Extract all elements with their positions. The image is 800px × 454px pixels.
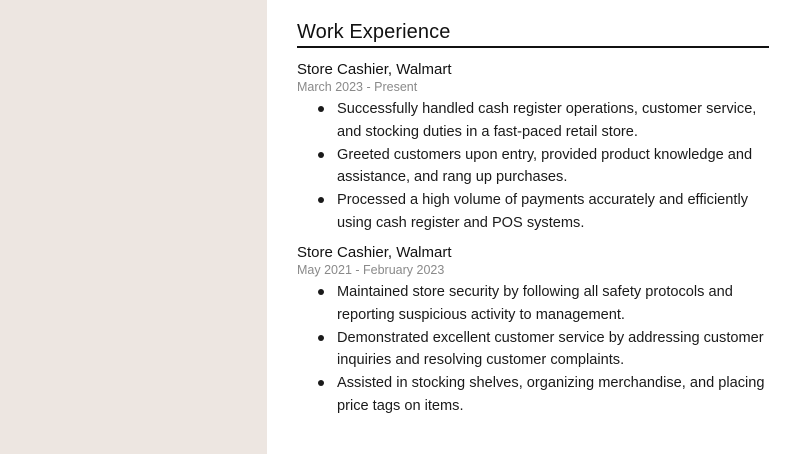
section-title: Work Experience: [297, 21, 451, 43]
bullet-text: Processed a high volume of payments accurately and efficiently using cash register and POS systems.: [337, 192, 749, 231]
bullet-icon: [318, 197, 324, 203]
bullet-icon: [318, 380, 324, 386]
bullet-text: Successfully handled cash register operations, customer service, and stocking duties in a fast-paced retail store.: [337, 101, 757, 140]
job-entry-2: [297, 244, 769, 417]
list-item: [337, 372, 769, 417]
bullet-icon: [318, 335, 324, 341]
list-item: [337, 98, 769, 143]
bullet-text: Assisted in stocking shelves, organizing merchandise, and placing price tags on items.: [337, 375, 765, 414]
sidebar-panel: [0, 0, 267, 454]
job-bullet-list: [297, 281, 769, 417]
bullet-text: Maintained store security by following all safety protocols and reporting suspicious activity to management.: [337, 284, 733, 323]
job-bullet-list: [297, 98, 769, 234]
list-item: [337, 144, 769, 189]
job-entry-1: [297, 61, 769, 234]
main-content: [267, 0, 800, 454]
bullet-icon: [318, 152, 324, 158]
job-dates: March 2023 - Present: [297, 80, 418, 94]
job-title: Store Cashier, Walmart: [297, 244, 452, 261]
list-item: [337, 189, 769, 234]
bullet-text: Demonstrated excellent customer service by addressing customer inquiries and resolving customer complaints.: [337, 329, 764, 368]
job-title: Store Cashier, Walmart: [297, 61, 452, 78]
list-item: [337, 327, 769, 372]
section-divider: [297, 46, 769, 48]
bullet-icon: [318, 289, 324, 295]
job-dates: May 2021 - February 2023: [297, 263, 445, 277]
list-item: [337, 281, 769, 326]
bullet-icon: [318, 106, 324, 112]
bullet-text: Greeted customers upon entry, provided product knowledge and assistance, and rang up purchases.: [337, 146, 753, 185]
